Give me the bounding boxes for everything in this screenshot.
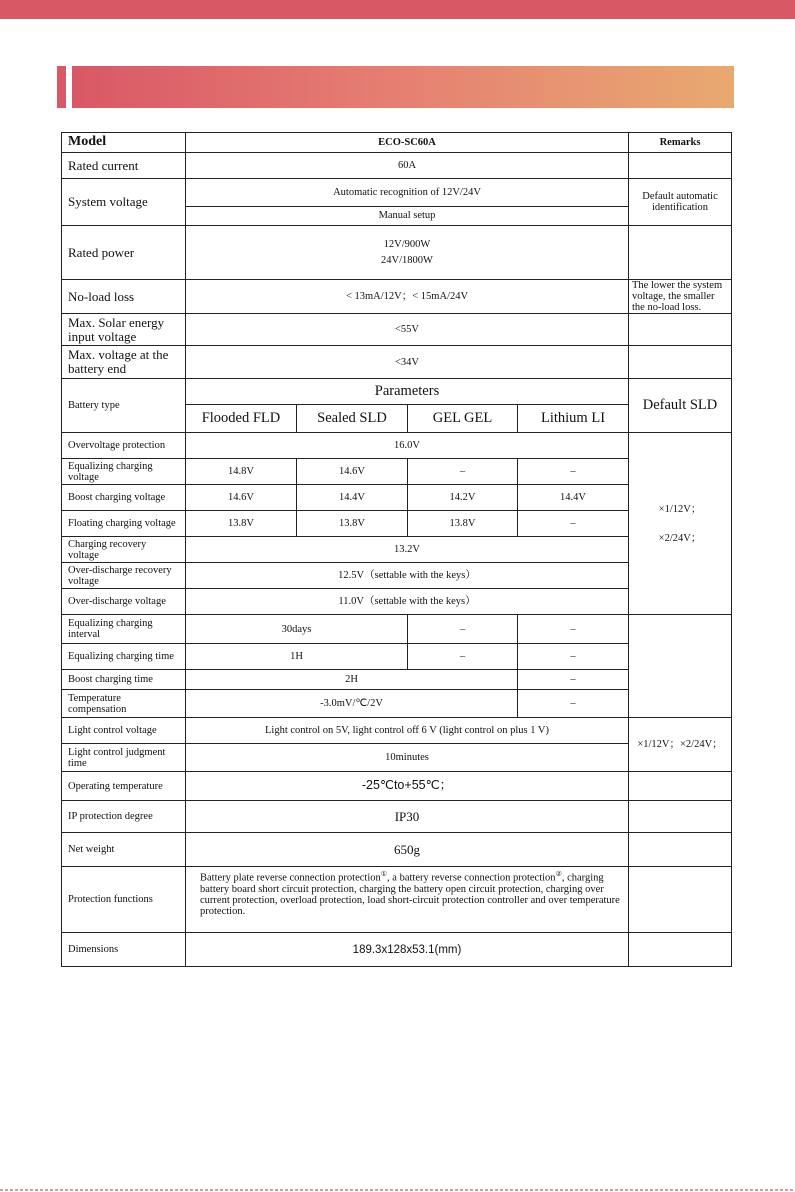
remark-cell [629, 801, 732, 833]
value-gel: – [408, 459, 518, 485]
row-label: Dimensions [62, 933, 186, 967]
remark-cell [629, 772, 732, 801]
table-row [62, 801, 732, 833]
protection-text-part3: , charging battery board short circuit protection, charging the battery open circuit protection, charging over current protection, overload protection, load short-circuit protection controller and over temperature protection. [200, 872, 620, 917]
row-value: 12.5V（settable with the keys） [186, 563, 629, 589]
spec-table [61, 132, 732, 967]
table-row [62, 933, 732, 967]
value-fld: 14.6V [186, 485, 297, 511]
table-row [62, 314, 732, 346]
row-value: Manual setup [186, 207, 629, 226]
row-value: -25℃to+55℃； [186, 772, 629, 801]
row-value: 189.3x128x53.1(mm) [186, 933, 629, 967]
value-gel: – [408, 644, 518, 670]
value-li: – [518, 459, 629, 485]
row-value: IP30 [186, 801, 629, 833]
row-value: -3.0mV/℃/2V [186, 690, 518, 718]
row-label: No-load loss [62, 280, 186, 314]
row-value: <34V [186, 346, 629, 379]
battery-type-gel: GEL GEL [408, 405, 518, 433]
row-label: Boost charging time [62, 670, 186, 690]
remark-cell [629, 933, 732, 967]
table-row [62, 133, 732, 153]
row-value: <55V [186, 314, 629, 346]
row-label: System voltage [62, 179, 186, 226]
value-li: – [518, 511, 629, 537]
row-value: 2H [186, 670, 518, 690]
table-row [62, 280, 732, 314]
row-label: Charging recovery voltage [62, 537, 186, 563]
row-label: IP protection degree [62, 801, 186, 833]
battery-type-fld: Flooded FLD [186, 405, 297, 433]
voltage-remark-cell [629, 433, 732, 615]
row-label: Temperature compensation [62, 690, 186, 718]
row-label: Operating temperature [62, 772, 186, 801]
table-row [62, 433, 732, 459]
value-gel: 14.2V [408, 485, 518, 511]
row-value: 1H [186, 644, 408, 670]
row-label: Max. voltage at the battery end [62, 346, 186, 379]
remark-cell [629, 833, 732, 867]
table-row [62, 226, 732, 280]
row-label: Battery type [62, 379, 186, 433]
value-li: – [518, 615, 629, 644]
protection-text-part1: Battery plate reverse connection protection [200, 872, 381, 884]
value-li: – [518, 690, 629, 718]
value-li: – [518, 644, 629, 670]
remark-cell [629, 226, 732, 280]
table-row [62, 772, 732, 801]
section-banner [72, 66, 734, 108]
rated-power-12v: 12V/900W [383, 238, 431, 250]
footnote-mark-1: ① [380, 870, 388, 879]
value-sld: 14.6V [297, 459, 408, 485]
row-value [186, 226, 629, 280]
bottom-dotted-line [0, 1189, 795, 1191]
row-value: Light control on 5V, light control off 6 V (light control on plus 1 V) [186, 718, 629, 744]
row-label: Light control judgment time [62, 744, 186, 772]
row-label: Rated current [62, 153, 186, 179]
remark-cell: ×1/12V；×2/24V； [629, 718, 732, 772]
row-value: 13.2V [186, 537, 629, 563]
value-sld: 13.8V [297, 511, 408, 537]
row-label: Overvoltage protection [62, 433, 186, 459]
row-label: Rated power [62, 226, 186, 280]
value-fld: 14.8V [186, 459, 297, 485]
row-value: 650g [186, 833, 629, 867]
row-label: Equalizing charging interval [62, 615, 186, 644]
title-accent-mark [57, 66, 66, 108]
table-row [62, 153, 732, 179]
remark-cell [629, 867, 732, 933]
table-row [62, 179, 732, 207]
header-remarks: Remarks [629, 133, 732, 153]
row-label: Light control voltage [62, 718, 186, 744]
value-gel: – [408, 615, 518, 644]
row-label: Equalizing charging voltage [62, 459, 186, 485]
row-label: Equalizing charging time [62, 644, 186, 670]
top-color-bar [0, 0, 795, 19]
table-row [62, 718, 732, 744]
row-label: Max. Solar energy input voltage [62, 314, 186, 346]
protection-text [186, 867, 629, 933]
voltage-remark-12v: ×1/12V； [658, 503, 702, 515]
voltage-remark-24v: ×2/24V； [658, 532, 702, 544]
value-li: 14.4V [518, 485, 629, 511]
row-label: Net weight [62, 833, 186, 867]
remark-cell [629, 346, 732, 379]
table-row [62, 346, 732, 379]
value-sld: 14.4V [297, 485, 408, 511]
table-row [62, 833, 732, 867]
remark-cell [629, 314, 732, 346]
table-row [62, 615, 732, 644]
battery-type-sld: Sealed SLD [297, 405, 408, 433]
table-row [62, 867, 732, 933]
row-label: Floating charging voltage [62, 511, 186, 537]
row-label: Boost charging voltage [62, 485, 186, 511]
table-row [62, 379, 732, 405]
row-label: Over-discharge recovery voltage [62, 563, 186, 589]
row-value: 30days [186, 615, 408, 644]
remark-cell [629, 615, 732, 718]
rated-power-24v: 24V/1800W [381, 255, 433, 266]
remark-cell [629, 153, 732, 179]
value-gel: 13.8V [408, 511, 518, 537]
row-label: Protection functions [62, 867, 186, 933]
row-value: < 13mA/12V；< 15mA/24V [186, 280, 629, 314]
row-value: 10minutes [186, 744, 629, 772]
row-value: 16.0V [186, 433, 629, 459]
header-model-value: ECO-SC60A [186, 133, 629, 153]
battery-type-li: Lithium LI [518, 405, 629, 433]
remark-cell: The lower the system voltage, the smaller the no-load loss. [629, 280, 732, 314]
value-fld: 13.8V [186, 511, 297, 537]
footnote-mark-2: ② [555, 870, 562, 879]
row-value: Automatic recognition of 12V/24V [186, 179, 629, 207]
row-value: 11.0V（settable with the keys） [186, 589, 629, 615]
remark-cell: Default automatic identification [629, 179, 732, 226]
row-label: Over-discharge voltage [62, 589, 186, 615]
remark-cell: Default SLD [629, 379, 732, 433]
header-model: Model [62, 133, 186, 153]
protection-text-part2: , a battery reverse connection protection [387, 872, 556, 884]
row-value: 60A [186, 153, 629, 179]
value-li: – [518, 670, 629, 690]
parameters-header: Parameters [186, 379, 629, 405]
